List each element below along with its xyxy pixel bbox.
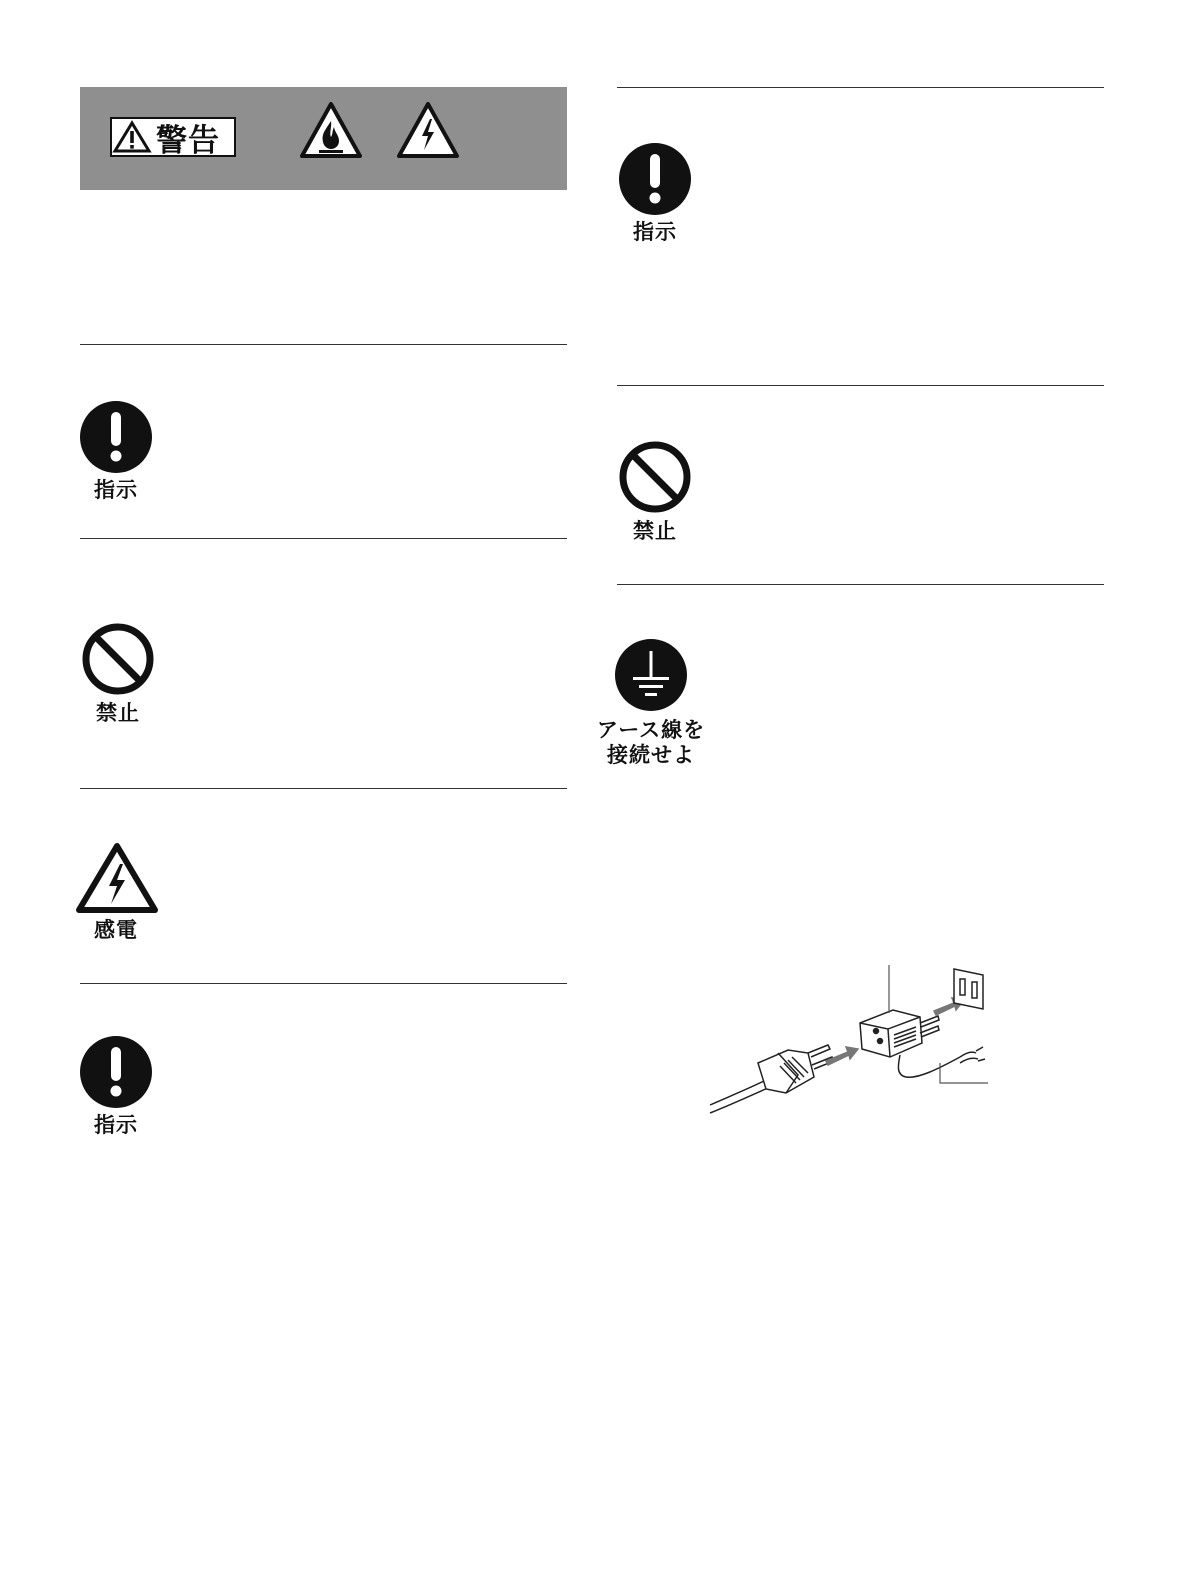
ground-circle-icon bbox=[615, 639, 687, 711]
warning-title-box bbox=[110, 117, 236, 157]
section-divider bbox=[80, 983, 567, 984]
prohibited-label: 禁止 bbox=[96, 701, 140, 725]
plug-adapter-ground-illustration bbox=[708, 965, 1008, 1125]
section-divider bbox=[617, 584, 1104, 585]
exclamation-circle-icon bbox=[80, 401, 152, 473]
electric-shock-label: 感電 bbox=[94, 918, 138, 942]
ground-label-line2: 接続せよ bbox=[607, 743, 695, 767]
prohibited-label: 禁止 bbox=[633, 519, 677, 543]
section-divider bbox=[617, 385, 1104, 386]
prohibition-circle-icon bbox=[619, 441, 691, 513]
instruction-label: 指示 bbox=[633, 220, 677, 244]
electric-shock-triangle-icon bbox=[75, 842, 159, 914]
exclamation-circle-icon bbox=[619, 143, 691, 215]
exclamation-circle-icon bbox=[80, 1036, 152, 1108]
section-divider bbox=[617, 87, 1104, 88]
prohibition-circle-icon bbox=[82, 623, 154, 695]
warning-triangle-icon bbox=[112, 120, 152, 154]
instruction-label: 指示 bbox=[94, 478, 138, 502]
electric-shock-triangle-icon bbox=[396, 101, 460, 159]
instruction-label: 指示 bbox=[94, 1113, 138, 1137]
fire-triangle-icon bbox=[299, 101, 363, 159]
ground-label-line1: アース線を bbox=[596, 718, 706, 742]
section-divider bbox=[80, 538, 567, 539]
warning-banner bbox=[80, 87, 567, 190]
section-divider bbox=[80, 344, 567, 345]
warning-title: 警告 bbox=[156, 122, 220, 159]
section-divider bbox=[80, 788, 567, 789]
